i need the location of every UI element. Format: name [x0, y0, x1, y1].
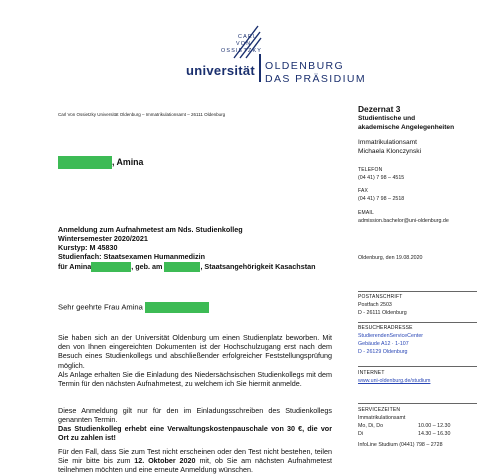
contact-person: Michaela Klonczynski	[358, 148, 422, 155]
postal-line-2: D - 26111 Oldenburg	[358, 310, 407, 316]
logo-divider	[259, 54, 261, 82]
recipient-first-name: , Amina	[112, 156, 144, 167]
postal-line-1: Postfach 2503	[358, 302, 392, 308]
visitor-label: BESUCHERADRESSE	[358, 325, 413, 331]
subject-line-5	[58, 262, 315, 272]
phone-value: (04 41) 7 98 – 4515	[358, 175, 405, 181]
visitor-line-3: D - 26129 Oldenburg	[358, 349, 408, 355]
service-line-1: Immatrikulationsamt	[358, 415, 406, 421]
subject-born: , geb. am	[131, 262, 163, 271]
service-time-1: 10.00 – 12.30	[418, 423, 451, 429]
body-p5-deadline: 12. Oktober 2020	[134, 456, 196, 466]
service-time-2: 14.30 – 16.30	[418, 431, 451, 437]
postal-label: POSTANSCHRIFT	[358, 294, 403, 300]
service-day-1: Mo, Di, Do	[358, 423, 384, 429]
redaction-block	[145, 302, 209, 313]
dept-subtitle-1: Studientische und	[358, 115, 416, 122]
sender-line: Carl Von Ossietzky Universität Oldenburg – Immatrikulationsamt – 26111 Oldenburg	[58, 112, 226, 117]
logo-praesidium: DAS PRÄSIDIUM	[265, 73, 367, 85]
email-value[interactable]: admission.bachelor@uni-oldenburg.de	[358, 218, 449, 224]
body-paragraph-5	[58, 447, 332, 475]
divider	[358, 366, 477, 367]
visitor-line-2: Gebäude A12 · 1-107	[358, 341, 409, 347]
service-label: SERVICEZEITEN	[358, 407, 401, 413]
salutation	[58, 302, 209, 313]
office-name: Immatrikulationsamt	[358, 139, 417, 146]
body-paragraph-1: Sie haben sich an der Universität Oldenburg um einen Studienplatz beworben. Mit den von Ihnen eingereichten Dokumenten ist der Hochschulzugang erst nach dem Besuch eines Studienkollegs und abschließender erfolgreicher Feststellungsprüfung möglich.	[58, 333, 332, 370]
infoline: InfoLine Studium (0441) 798 – 2728	[358, 442, 443, 448]
fax-value: (04 41) 7 98 – 2518	[358, 196, 405, 202]
logo-text-ossietzky: OSSIETZKY	[221, 48, 263, 54]
body-paragraph-2: Als Anlage erhalten Sie die Einladung des Niedersächsischen Studienkollegs mit dem Termin für den nächsten Aufnahmetest, zu welchem ich Sie hiermit anmelde.	[58, 370, 332, 389]
recipient-name	[58, 156, 143, 169]
divider	[358, 291, 477, 292]
salutation-text: Sehr geehrte Frau Amina	[58, 302, 143, 312]
body-p5-c: mit, ob Sie am nächsten Aufnahmetest teilnehmen möchten und eine erneute Anmeldung wünschen.	[58, 456, 332, 475]
divider	[358, 403, 477, 404]
subject-line-1: Anmeldung zum Aufnahmetest am Nds. Studienkolleg	[58, 225, 243, 234]
subject-nationality: , Staatsangehörigkeit Kasachstan	[200, 262, 316, 271]
redaction-block	[58, 156, 112, 169]
fax-label: FAX	[358, 188, 369, 194]
logo-text-carl: CARL	[238, 34, 258, 40]
body-paragraph-3: Diese Anmeldung gilt nur für den im Einladungsschreiben des Studienkollegs genannten Termin.	[58, 406, 332, 425]
service-day-2: Di	[358, 431, 364, 437]
logo-text-von: VON	[236, 41, 252, 47]
subject-line-4: Studienfach: Staatsexamen Humanmedizin	[58, 252, 205, 261]
body-p5-a: Für den Fall, dass Sie zum Test nicht erscheinen oder den Test nicht bestehen, teilen Sie mir bitte bis zum	[58, 447, 332, 466]
phone-label: TELEFON	[358, 167, 383, 173]
logo-oldenburg: OLDENBURG	[265, 60, 345, 72]
redaction-block	[91, 262, 131, 272]
logo-universitaet: universität	[186, 63, 256, 78]
internet-label: INTERNET	[358, 370, 385, 376]
email-label: EMAIL	[358, 210, 375, 216]
subject-line-2: Wintersemester 2020/2021	[58, 234, 148, 243]
letter-date: Oldenburg, den 19.08.2020	[358, 255, 423, 261]
subject-line-3: Kurstyp: M 45830	[58, 243, 118, 252]
visitor-line-1[interactable]: StudierendenServiceCenter	[358, 333, 424, 339]
dept-subtitle-2: akademische Angelegenheiten	[358, 124, 455, 131]
internet-link[interactable]: www.uni-oldenburg.de/studium	[358, 378, 431, 384]
subject-for: für Amina	[58, 262, 92, 271]
divider	[358, 322, 477, 323]
dept-title: Dezernat 3	[358, 104, 401, 114]
body-paragraph-4: Das Studienkolleg erhebt eine Verwaltungskostenpauschale von 30 €, die vor Ort zu zahlen ist!	[58, 424, 332, 443]
redaction-block	[164, 262, 200, 272]
